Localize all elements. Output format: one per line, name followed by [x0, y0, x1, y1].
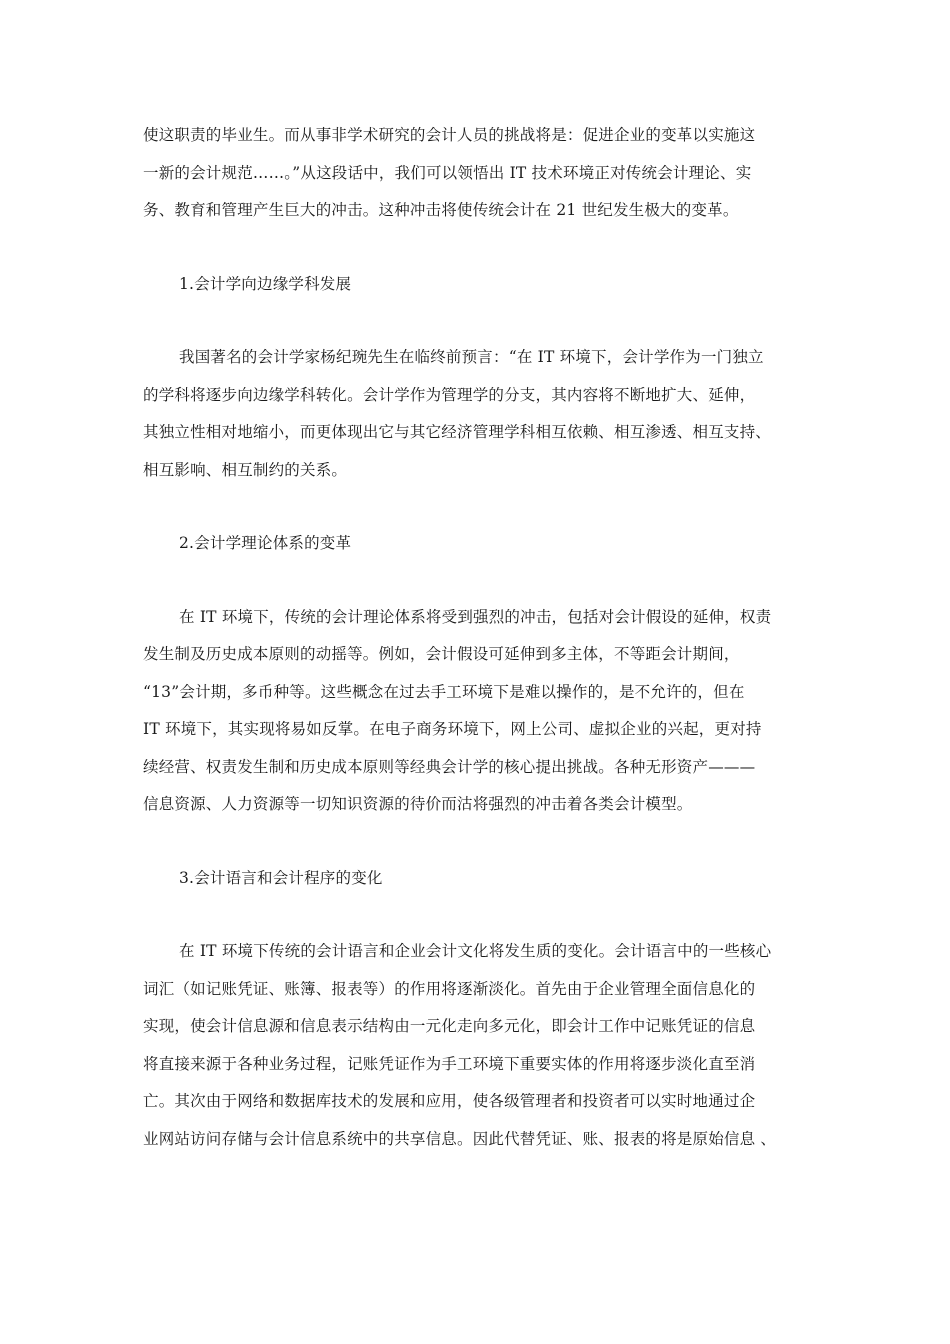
- paragraph-line: 业网站访问存储与会计信息系统中的共享信息。因此代替凭证、账、报表的将是原始信息 、: [143, 1129, 777, 1148]
- body-paragraph: [143, 933, 810, 1158]
- heading-text: 1.会计学向边缘学科发展: [179, 274, 352, 293]
- paragraph-line: 实现，使会计信息源和信息表示结构由一元化走向多元化，即会计工作中记账凭证的信息: [143, 1017, 756, 1035]
- paragraph-line: 我国著名的会计学家杨纪琬先生在临终前预言：“在 IT 环境下，会计学作为一门独立: [179, 348, 764, 366]
- paragraph-line: 一新的会计规范……。”从这段话中，我们可以领悟出 IT 技术环境正对传统会计理论、实: [143, 163, 752, 182]
- block-spacer: [143, 230, 810, 266]
- paragraph-line: 的学科将逐步向边缘学科转化。会计学作为管理学的分支，其内容将不断地扩大、延伸，: [143, 385, 756, 404]
- paragraph-line: 词汇（如记账凭证、账簿、报表等）的作用将逐渐淡化。首先由于企业管理全面信息化的: [143, 979, 756, 998]
- paragraph-line: IT 环境下，其实现将易如反掌。在电子商务环境下，网上公司、虚拟企业的兴起，更对持: [143, 720, 762, 738]
- paragraph-line: 其独立性相对地缩小，而更体现出它与其它经济管理学科相互依赖、相互渗透、相互支持、: [143, 423, 772, 441]
- block-spacer: [143, 489, 810, 525]
- paragraph-line: 亡。其次由于网络和数据库技术的发展和应用，使各级管理者和投资者可以实时地通过企: [143, 1092, 756, 1110]
- block-spacer: [143, 824, 810, 860]
- heading-text: 2.会计学理论体系的变革: [179, 534, 352, 552]
- section-heading: [143, 266, 810, 304]
- body-paragraph: [143, 117, 810, 230]
- paragraph-line: 续经营、权责发生制和历史成本原则等经典会计学的核心提出挑战。各种无形资产———: [143, 757, 756, 776]
- paragraph-line: 将直接来源于各种业务过程，记账凭证作为手工环境下重要实体的作用将逐步淡化直至消: [143, 1054, 756, 1073]
- block-spacer: [143, 563, 810, 599]
- paragraph-line: 务、教育和管理产生巨大的冲击。这种冲击将使传统会计在 21 世纪发生极大的变革。: [143, 201, 739, 219]
- paragraph-line: 发生制及历史成本原则的动摇等。例如，会计假设可延伸到多主体，不等距会计期间，: [143, 645, 740, 663]
- paragraph-line: 相互影响、相互制约的关系。: [143, 460, 348, 479]
- block-spacer: [143, 897, 810, 933]
- paragraph-line: 在 IT 环境下，传统的会计理论体系将受到强烈的冲击，包括对会计假设的延伸，权责: [179, 607, 772, 626]
- body-paragraph: [143, 599, 810, 824]
- paragraph-line: 使这职责的毕业生。而从事非学术研究的会计人员的挑战将是：促进企业的变革以实施这: [143, 126, 756, 144]
- paragraph-line: 信息资源、人力资源等一切知识资源的待价而沽将强烈的冲击着各类会计模型。: [143, 795, 693, 813]
- paragraph-line: “13”会计期，多币种等。这些概念在过去手工环境下是难以操作的，是不允许的，但在: [143, 682, 745, 701]
- document-body: [143, 117, 810, 1158]
- body-paragraph: [143, 339, 810, 489]
- heading-text: 3.会计语言和会计程序的变化: [179, 868, 383, 887]
- paragraph-line: 在 IT 环境下传统的会计语言和企业会计文化将发生质的变化。会计语言中的一些核心: [179, 942, 772, 960]
- section-heading: [143, 860, 810, 898]
- block-spacer: [143, 303, 810, 339]
- section-heading: [143, 525, 810, 563]
